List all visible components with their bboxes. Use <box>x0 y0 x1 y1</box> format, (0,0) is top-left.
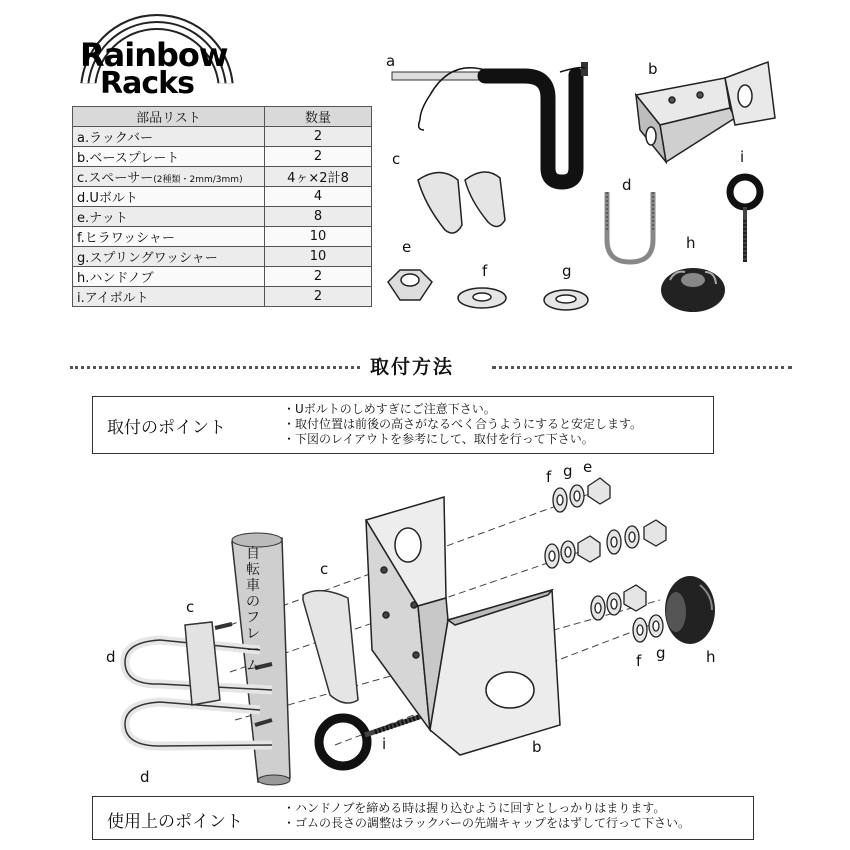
label-c-diagram-left: c <box>186 598 195 616</box>
mount-note: ・取付位置は前後の高さがなるべく合うようにすると安定します。 <box>283 417 643 431</box>
hand-knob-icon <box>665 576 715 644</box>
label-i-diagram: i <box>382 735 387 753</box>
part-name: h.ハンドノブ <box>73 267 265 287</box>
label-e: e <box>402 238 412 256</box>
part-name: g.スプリングワッシャー <box>73 247 265 267</box>
label-g-diagram-top: g <box>563 462 573 480</box>
part-qty: 2 <box>265 147 372 167</box>
part-qty: 8 <box>265 207 372 227</box>
mount-points-label: 取付のポイント <box>107 418 226 438</box>
washer-nut-set <box>553 478 610 512</box>
logo-line-2: Racks <box>100 66 194 101</box>
part-name: c.スペーサー <box>77 171 154 186</box>
part-name: e.ナット <box>73 207 265 227</box>
usage-points-box <box>92 796 754 840</box>
mount-note: ・下図のレイアウトを参考にして、取付を行って下さい。 <box>283 432 594 446</box>
part-name: f.ヒラワッシャー <box>73 227 265 247</box>
part-qty: 4 <box>265 187 372 207</box>
part-name-note: (2種類・2mm/3mm) <box>153 175 243 185</box>
part-name: d.Uボルト <box>73 187 265 207</box>
washer-set <box>633 615 663 642</box>
label-e-diagram-top: e <box>583 458 593 476</box>
column-header-parts: 部品リスト <box>73 107 265 127</box>
part-name: i.アイボルト <box>73 287 265 307</box>
washer-nut-set <box>591 585 646 620</box>
label-h: h <box>686 234 696 252</box>
label-d-diagram-lower: d <box>140 768 150 786</box>
part-qty: 4ヶ×2計8 <box>265 167 372 187</box>
label-b-diagram: b <box>532 738 542 756</box>
label-d: d <box>622 176 632 194</box>
mount-note: ・Uボルトのしめすぎにご注意下さい。 <box>283 402 496 416</box>
label-g: g <box>562 262 572 280</box>
spacer-icon <box>185 622 220 705</box>
column-header-quantity: 数量 <box>265 107 372 127</box>
frame-label: 自転車のフレーム <box>246 546 260 674</box>
logo-line-1: Rainbow <box>80 36 228 74</box>
usage-points-notes <box>283 801 690 831</box>
usage-note: ・ハンドノブを締める時は握り込むように回すとしっかりはまります。 <box>283 801 666 815</box>
usage-note: ・ゴムの長さの調整はラックバーの先端キャップをはずして行って下さい。 <box>283 816 691 830</box>
label-c: c <box>392 150 401 168</box>
label-b: b <box>648 60 658 78</box>
part-qty: 10 <box>265 247 372 267</box>
eye-bolt-icon <box>319 715 425 766</box>
part-name: a.ラックバー <box>73 127 265 147</box>
label-d-diagram-upper: d <box>106 648 116 666</box>
part-name: b.ベースプレート <box>73 147 265 167</box>
label-h-diagram: h <box>706 648 716 666</box>
label-f-diagram-top: f <box>546 468 552 486</box>
part-qty: 2 <box>265 267 372 287</box>
label-i: i <box>740 148 745 166</box>
section-title: 取付方法 <box>370 356 455 378</box>
usage-points-label: 使用上のポイント <box>107 812 243 832</box>
label-a: a <box>386 52 396 70</box>
label-f: f <box>482 262 488 280</box>
label-g-diagram-bottom: g <box>656 644 666 662</box>
part-qty: 10 <box>265 227 372 247</box>
label-f-diagram-bottom: f <box>636 652 642 670</box>
washer-nut-set <box>545 520 666 568</box>
part-qty: 2 <box>265 127 372 147</box>
part-qty: 2 <box>265 287 372 307</box>
base-plate-icon <box>366 497 560 755</box>
spacer-icon <box>303 591 358 703</box>
label-c-diagram-middle: c <box>320 560 329 578</box>
